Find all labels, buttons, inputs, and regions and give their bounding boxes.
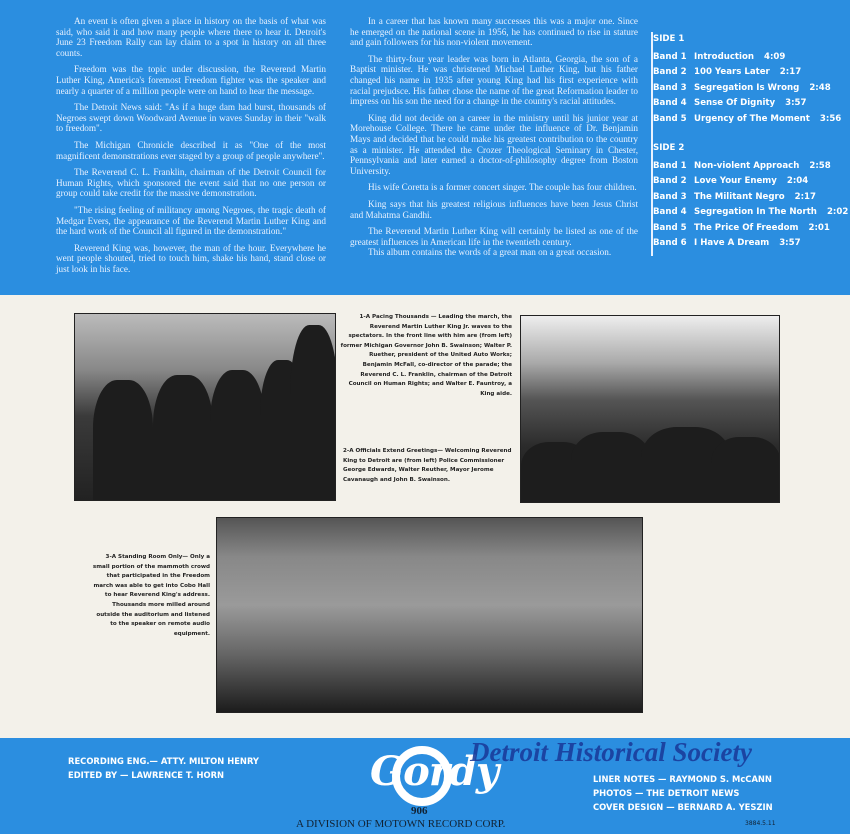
paragraph: This album contains the words of a great man on a great occasion. — [368, 247, 612, 258]
paragraph: In a career that has known many successes this was a major one. Since he emerged on the national scene in 1956, he has continued to rise in stature and gain followers for his non-violent movement. — [350, 16, 638, 48]
credits-left — [68, 754, 259, 782]
track-title: Urgency of The Moment — [694, 113, 810, 124]
liner-notes-column-1 — [56, 16, 326, 280]
paragraph: His wife Coretta is a former concert singer. The couple has four children. — [368, 182, 637, 193]
track-time: 2:17 — [794, 191, 817, 202]
track-time: 3:57 — [785, 98, 807, 109]
paragraph: "The rising feeling of militancy among Negroes, the tragic death of Medgar Evers, the appearance of the Reverend Martin Luther King and the hard work of the Council all figured in the demonstration." — [56, 204, 326, 237]
caption-1a: 1-A Pacing Thousands — Leading the march, the Reverend Martin Luther King Jr. waves to the spectators. In the front line with him are (from left) former Michigan Governor John B. Swainson; Walter P. Ruether, president of the United Auto Works; Benjamin McFall, co-director of the parade; the Reverend C. L. Franklin, chairman of the Detroit Council on Human Rights; and Walter E. Fauntroy, a King aide. — [340, 314, 512, 397]
band-number: Band 5 — [653, 222, 687, 233]
catalog-number: 906 — [411, 805, 428, 817]
track-row — [653, 192, 848, 207]
track-title: The Price Of Freedom — [694, 222, 799, 233]
track-title: The Militant Negro — [694, 191, 785, 202]
track-time: 2:01 — [808, 222, 830, 233]
paragraph: The thirty-four year leader was born in Atlanta, Georgia, the son of a Baptist minister. He was christened Michael Luther King, but his father changed his name in 1935 after young King had his first experience with racial prejudsce. His father chose the name of the great Reformation leader to impress on his son the need for a change in the country's racial attitudes. — [350, 53, 638, 107]
track-row — [653, 207, 848, 222]
track-title: 100 Years Later — [694, 67, 770, 78]
track-title: Segregation In The North — [694, 207, 817, 218]
track-row — [653, 238, 848, 253]
side-1-list — [653, 52, 848, 129]
track-title: Segregation Is Wrong — [694, 82, 800, 93]
track-time: 4:09 — [764, 52, 786, 62]
band-number: Band 1 — [653, 52, 687, 62]
track-time: 2:48 — [809, 82, 831, 93]
track-title: Non-violent Approach — [694, 160, 800, 171]
division-text: A DIVISION OF MOTOWN RECORD CORP. — [296, 818, 506, 830]
side-2-heading: SIDE 2 — [653, 142, 685, 153]
track-title: I Have A Dream — [694, 237, 770, 248]
track-title: Sense Of Dignity — [694, 98, 776, 109]
track-row — [653, 67, 848, 82]
paragraph: An event is often given a place in history on the basis of what was said, who said it and how many people where there to hear it. Detroit's June 23 Freedom Rally can lay claim to a spot in history on all three counts. — [56, 16, 326, 58]
track-row — [653, 83, 848, 98]
track-row — [653, 223, 848, 238]
credit-line: RECORDING ENG.— ATTY. MILTON HENRY — [68, 756, 259, 766]
track-row — [653, 114, 848, 129]
paragraph: King did not decide on a career in the ministry until his junior year at Morehouse College. There he came under the influence of Dr. Benjamin Mays and decided that he could make his greatest contribution to the country as a minister. He attended the Crozer Theological Seminary in Chester, Pennsylvania and later earned a doctor-of-philosophy degree from Boston University. — [350, 112, 638, 176]
photo-officials-greeting — [74, 313, 336, 501]
photo-march-leading — [520, 315, 780, 503]
credits-right — [593, 772, 773, 814]
band-number: Band 2 — [653, 67, 687, 78]
track-title: Love Your Enemy — [694, 176, 777, 187]
band-number: Band 1 — [653, 160, 687, 171]
paragraph: The Reverend Martin Luther King will certainly be listed as one of the greatest influences in American life in the twentieth century. — [350, 226, 638, 247]
credit-line: EDITED BY — LAWRENCE T. HORN — [68, 770, 225, 780]
band-number: Band 6 — [653, 237, 687, 248]
credit-line: LINER NOTES — RAYMOND S. McCANN — [593, 774, 772, 784]
credit-line: PHOTOS — THE DETROIT NEWS — [593, 788, 740, 798]
band-number: Band 4 — [653, 98, 687, 109]
track-row — [653, 98, 848, 113]
track-time: 3:56 — [819, 113, 842, 124]
track-time: 2:04 — [786, 176, 809, 187]
paragraph: Freedom was the topic under discussion, the Reverend Martin Luther King, America's foremost Freedom fighter was the speaker and nearly a quarter of a million people were on hand to hear the message. — [56, 64, 326, 96]
gordy-logo: Gordy — [370, 748, 499, 795]
band-number: Band 5 — [653, 113, 687, 124]
tracklist — [653, 34, 848, 253]
track-row — [653, 52, 848, 67]
paragraph: The Reverend C. L. Franklin, chairman of the Detroit Council for Human Rights, which sponsored the event said that no one person or group could take credit for the massive demonstration. — [56, 167, 326, 199]
band-number: Band 3 — [653, 82, 687, 93]
track-time: 3:57 — [779, 237, 801, 248]
side-2-list — [653, 161, 848, 253]
band-number: Band 3 — [653, 191, 687, 202]
track-time: 2:58 — [809, 160, 831, 171]
track-title: Introduction — [694, 52, 755, 62]
side-1-heading: SIDE 1 — [653, 34, 685, 44]
credit-line: COVER DESIGN — BERNARD A. YESZIN — [593, 802, 773, 812]
track-row — [653, 161, 848, 176]
liner-notes-column-2 — [350, 16, 638, 264]
track-time: 2:17 — [779, 67, 802, 78]
paragraph: King says that his greatest religious influences have been Jesus Christ and Mahatma Gandhi. — [350, 198, 638, 220]
track-time: 2:02 — [826, 207, 849, 218]
band-number: Band 4 — [653, 207, 687, 218]
paragraph: The Michigan Chronicle described it as "One of the most magnificent demonstrations ever staged by a group of people anywhere". — [56, 139, 326, 161]
track-row — [653, 176, 848, 191]
watermark: Detroit Historical Society — [470, 737, 752, 767]
photo-cobo-hall-crowd — [216, 517, 643, 713]
archive-number: 3884.5.11 — [745, 820, 776, 827]
paragraph: Reverend King was, however, the man of the hour. Everywhere he went people shouted, tried to touch him, shake his hand, stand close or just look in his face. — [56, 242, 326, 274]
paragraph: The Detroit News said: "As if a huge dam had burst, thousands of Negroes swept down Woodward Avenue in waves Sunday in their "walk to freedom". — [56, 102, 326, 134]
caption-2a: 2-A Officials Extend Greetings— Welcoming Reverend King to Detroit are (from left) Police Commissioner George Edwards, Walter Reuther, Mayor Jerome Cavanaugh and John B. Swainson. — [343, 448, 512, 483]
band-number: Band 2 — [653, 176, 687, 187]
caption-3a: 3-A Standing Room Only— Only a small portion of the mammoth crowd that participated in the Freedom march was able to get into Cobo Hall to hear Reverend King's address. Thousands more milled around outside the auditorium and listened to the speaker on remote audio equipment. — [92, 554, 210, 637]
